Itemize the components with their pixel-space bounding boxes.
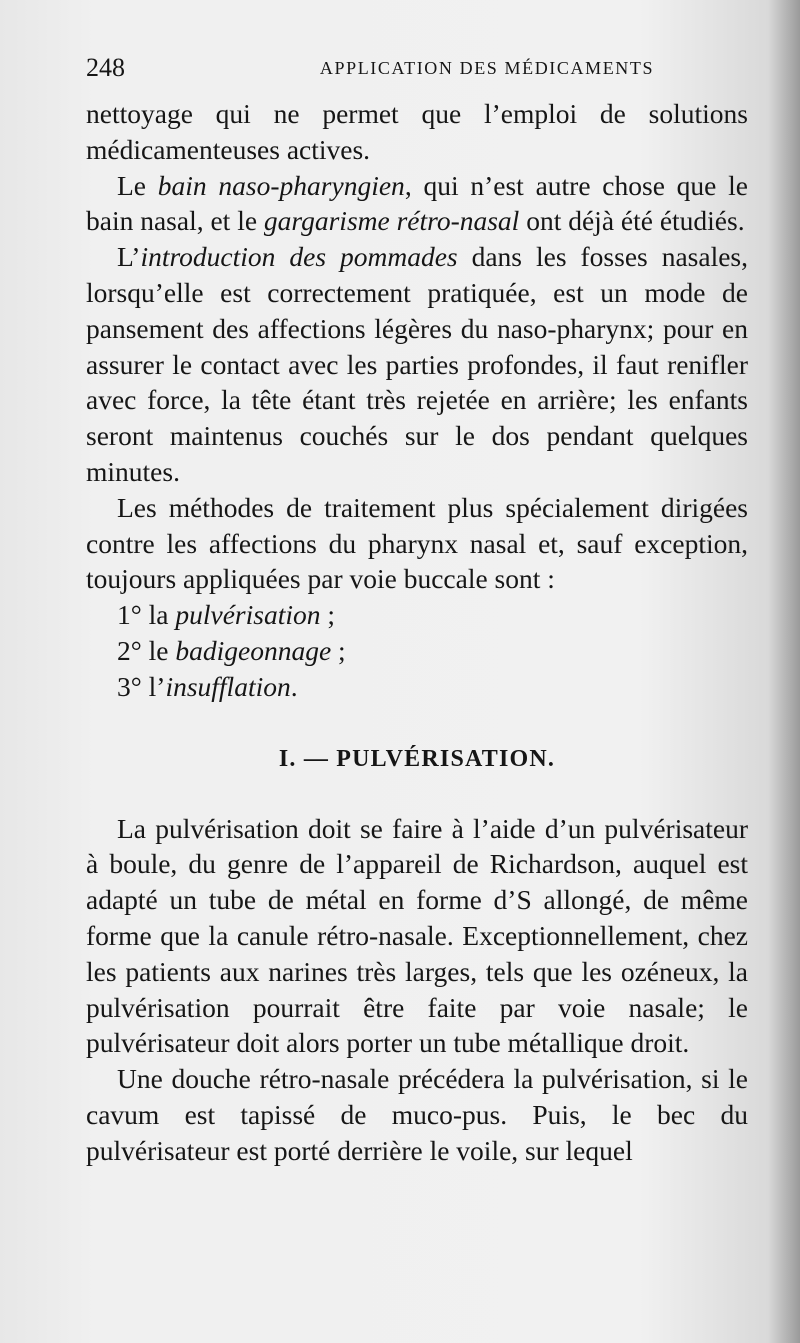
term-bain-naso-pharyngien: bain naso-pharyngien <box>157 169 405 201</box>
page-body <box>86 96 748 1169</box>
term-introduction-des-pommades: introduction des pommades <box>140 241 458 273</box>
list-item-method: badigeonnage <box>175 634 332 666</box>
paragraph-2-start: Le <box>117 169 158 201</box>
paragraph-5-text: La pulvérisation doit se faire à l’aide d’un pulvérisateur à boule, du genre de l’appareil de Richardson, auquel est adapté un tube de métal en forme d’S allongé, de même forme que la canule rétro-nasale. Exceptionnellement, chez les patients aux narines très larges, tels que les ozéneux, la pulvérisation pourrait être faite par voie nasale; le pulvérisateur doit alors porter un tube métallique droit. <box>86 812 748 1059</box>
list-item-number: 2° <box>117 634 149 666</box>
methods-list <box>86 597 748 704</box>
paragraph-2-middle: , qui n’est autre chose que le bain nasal, et le <box>86 169 748 237</box>
paragraph-1-text: nettoyage qui ne permet que l’emploi de solutions médicamenteuses actives. <box>86 98 748 165</box>
paragraph-3-start: L’ <box>117 241 141 273</box>
list-item <box>86 597 748 633</box>
page-header <box>86 48 748 88</box>
paragraph-2 <box>86 168 748 240</box>
section-title: I. — PULVÉRISATION. <box>278 745 556 772</box>
paragraph-4 <box>86 490 748 597</box>
paragraph-6 <box>86 1061 748 1168</box>
list-item-article: la <box>148 599 176 631</box>
paragraph-5 <box>86 811 748 1062</box>
list-item-method: pulvérisation <box>175 599 321 631</box>
page-number: 248 <box>86 53 125 82</box>
list-item-punctuation: . <box>290 670 298 702</box>
list-item-article: l’ <box>148 670 166 702</box>
list-item-number: 3° <box>117 670 149 702</box>
list-item-punctuation: ; <box>320 599 336 631</box>
paragraph-3 <box>86 239 748 490</box>
list-item <box>86 669 748 705</box>
running-title: APPLICATION DES MÉDICAMENTS <box>319 58 655 78</box>
paragraph-3-end: dans les fosses nasales, lorsqu’elle est correctement pratiquée, est un mode de pansement des affections légères du naso-pharynx; pour en assurer le contact avec les parties profondes, il faut renifler avec force, la tête étant très rejetée en arrière; les enfants seront maintenus couchés sur le dos pendant quelques minutes. <box>86 241 748 487</box>
paragraph-2-end: ont déjà été étudiés. <box>519 205 745 237</box>
list-item-punctuation: ; <box>331 634 346 666</box>
paragraph-6-text: Une douche rétro-nasale précédera la pulvérisation, si le cavum est tapissé de muco-pus. Puis, le bec du pulvérisateur est porté derrière le voile, sur lequel <box>86 1063 748 1166</box>
list-item-method: insufflation <box>165 670 291 702</box>
list-item-article: le <box>148 634 176 666</box>
list-item <box>86 633 748 669</box>
paragraph-4-text: Les méthodes de traitement plus spécialement dirigées contre les affections du pharynx nasal et, sauf exception, toujours appliquées par voie buccale sont : <box>86 491 748 595</box>
list-item-number: 1° <box>117 599 149 631</box>
paragraph-1 <box>86 96 748 168</box>
term-gargarisme-retro-nasal: gargarisme rétro-nasal <box>263 205 520 237</box>
